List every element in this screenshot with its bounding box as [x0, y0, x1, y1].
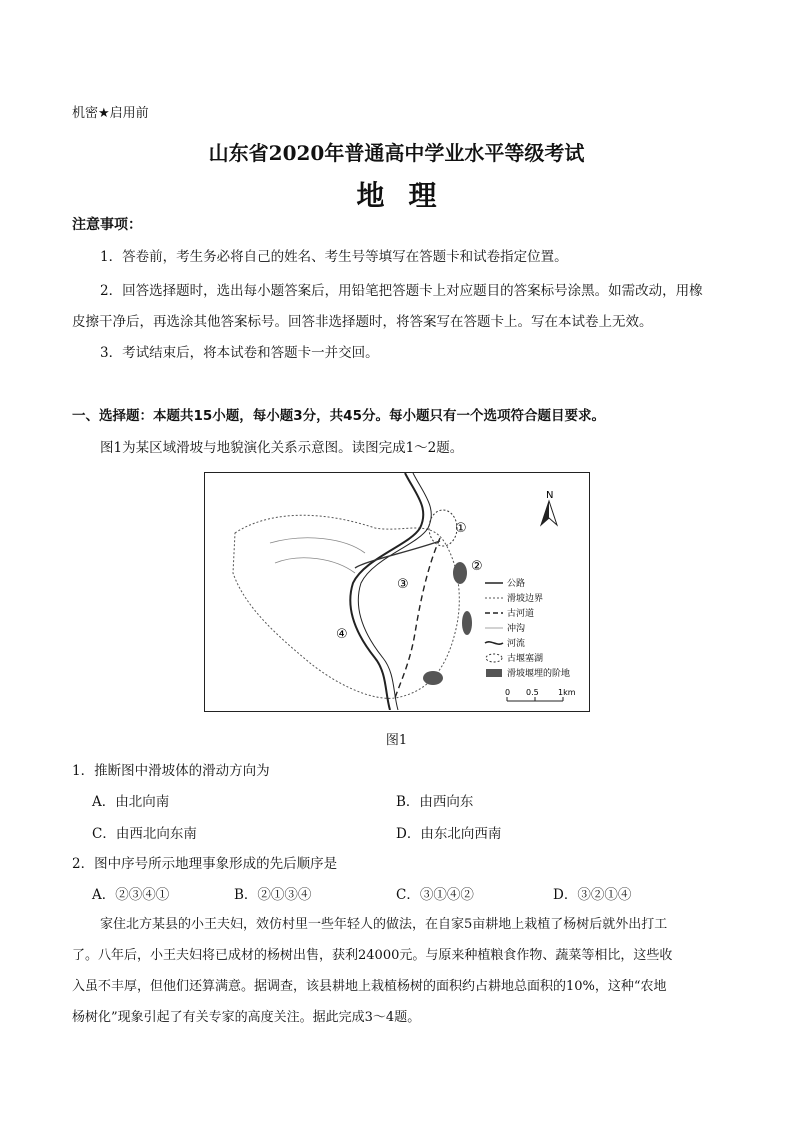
q1-option-a: A．由北向南	[92, 794, 170, 810]
q2-option-a: A．②③④①	[92, 887, 170, 903]
question-1-stem: 1．推断图中滑坡体的滑动方向为	[72, 763, 270, 779]
q1-option-d: D．由东北向西南	[396, 826, 502, 842]
figure-intro: 图1为某区域滑坡与地貌演化关系示意图。读图完成1～2题。	[100, 440, 464, 456]
figure-1-map	[204, 472, 590, 712]
confidential-label: 机密★启用前	[72, 106, 149, 121]
legend-road: 公路	[507, 579, 526, 589]
notice-item-2-line1: 2．回答选择题时，选出每小题答案后，用铅笔把答题卡上对应题目的答案标号涂黑。如需改动，用橡	[100, 283, 703, 299]
road	[355, 541, 440, 568]
passage-line-2: 了。八年后，小王夫妇将已成材的杨树出售，获利24000元。与原来种植粮食作物、蔬菜等相比，这些收	[72, 948, 673, 963]
legend-river: 河流	[507, 639, 526, 649]
marker-4: ④	[336, 627, 348, 642]
notice-item-3: 3．考试结束后，将本试卷和答题卡一并交回。	[100, 345, 379, 361]
legend-lake: 古堰塞湖	[507, 654, 544, 664]
marker-2: ②	[471, 559, 483, 574]
marker-3: ③	[397, 577, 409, 592]
legend-lake-symbol	[486, 654, 502, 662]
legend-gully: 冲沟	[507, 624, 526, 634]
q2-option-c: C．③①④②	[396, 887, 474, 903]
notice-item-2-line2: 皮擦干净后，再选涂其他答案标号。回答非选择题时，将答案写在答题卡上。写在本试卷上无效。	[72, 314, 653, 330]
legend-river-symbol	[485, 642, 503, 644]
legend-channel: 古河道	[507, 609, 535, 619]
q1-option-c: C．由西北向东南	[92, 826, 197, 842]
legend-boundary: 滑坡边界	[507, 594, 544, 604]
river	[350, 473, 423, 710]
gully	[275, 558, 355, 573]
section-heading: 一、选择题：本题共15小题，每小题3分，共45分。每小题只有一个选项符合题目要求。	[72, 408, 605, 424]
passage-line-4: 杨树化”现象引起了有关专家的高度关注。据此完成3～4题。	[72, 1010, 421, 1025]
notice-heading: 注意事项：	[72, 217, 142, 233]
question-2-stem: 2．图中序号所示地理事象形成的先后顺序是	[72, 856, 338, 872]
legend	[485, 577, 570, 679]
scale-0: 0	[505, 688, 511, 697]
scale-half: 0.5	[526, 688, 539, 697]
legend-terrace-symbol	[486, 669, 502, 677]
notice-item-1: 1．答卷前，考生务必将自己的姓名、考生号等填写在答题卡和试卷指定位置。	[100, 249, 568, 265]
buried-terraces	[423, 562, 472, 685]
legend-terrace: 滑坡堰埋的阶地	[507, 669, 571, 679]
passage-line-3: 入虽不丰厚，但他们还算满意。据调查，该县耕地上栽植杨树的面积约占耕地总面积的10%，这种“农地	[72, 979, 667, 994]
marker-1: ①	[455, 521, 467, 536]
north-label: N	[546, 490, 554, 501]
q2-option-b: B．②①③④	[234, 887, 312, 903]
passage-line-1: 家住北方某县的小王夫妇，效仿村里一些年轻人的做法，在自家5亩耕地上栽植了杨树后就外出打工	[100, 917, 668, 932]
figure-caption: 图1	[385, 733, 408, 748]
scale-1km: 1km	[558, 688, 576, 697]
exam-title: 山东省2020年普通高中学业水平等级考试	[208, 141, 585, 165]
river-bank	[358, 473, 431, 710]
q2-option-d: D．③②①④	[553, 887, 632, 903]
q1-option-b: B．由西向东	[396, 794, 474, 810]
gully	[270, 538, 365, 553]
subject-title: 地理	[356, 179, 461, 212]
scale-bar	[505, 688, 576, 701]
landslide-map	[205, 473, 588, 710]
slide-boundary	[233, 515, 459, 698]
